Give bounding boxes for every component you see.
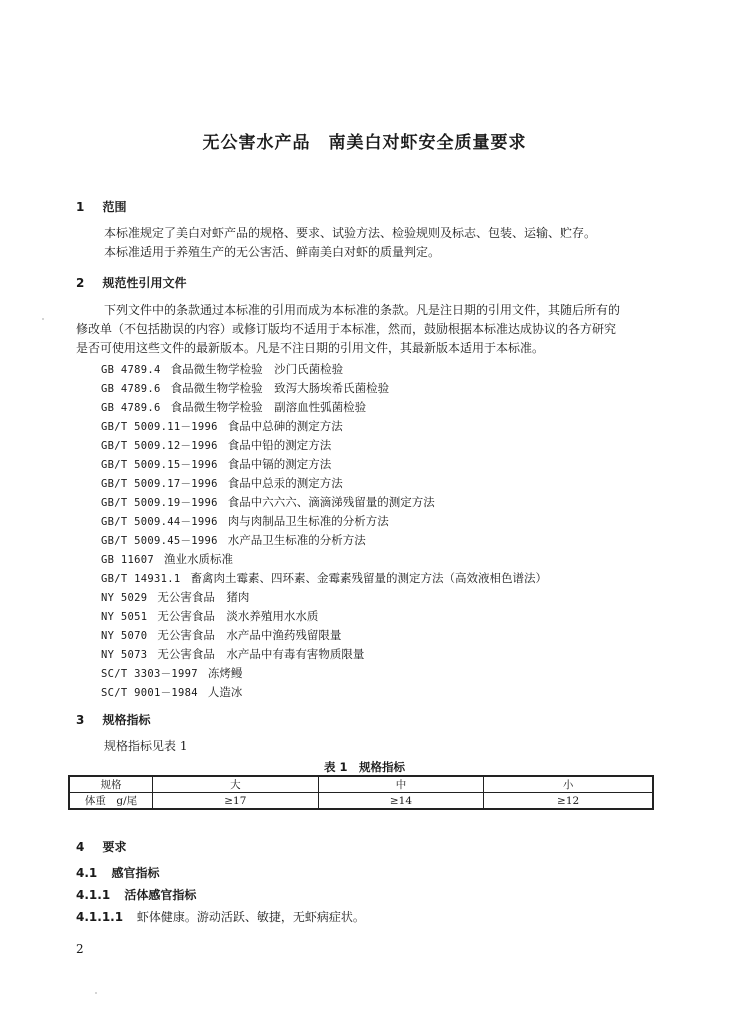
table-caption: 表 1 规格指标 <box>323 760 405 774</box>
section-2-heading <box>76 274 187 291</box>
section-number: 2 <box>76 276 85 290</box>
table-cell: ≥14 <box>318 793 484 810</box>
section-3-paragraph: 规格指标见表 1 <box>104 739 188 753</box>
reference-item <box>101 418 343 434</box>
reference-item <box>101 551 233 567</box>
spec-table <box>68 775 654 810</box>
reference-name: 人造冰 <box>207 685 243 699</box>
scan-speck <box>42 318 44 320</box>
section-title: 规范性引用文件 <box>102 276 187 290</box>
reference-code: GB 4789.6 <box>101 402 161 414</box>
table-header-cell: 大 <box>153 776 319 793</box>
reference-name: 食品中镉的测定方法 <box>227 457 332 471</box>
document-title: 无公害水产品 南美白对虾安全质量要求 <box>202 133 527 153</box>
reference-item <box>101 627 341 643</box>
table-header-row <box>69 776 653 793</box>
section-title: 范围 <box>102 200 127 214</box>
reference-name: 无公害食品 水产品中有毒有害物质限量 <box>157 647 365 661</box>
reference-name: 水产品卫生标准的分析方法 <box>227 533 366 547</box>
reference-code: GB/T 5009.12－1996 <box>101 440 218 452</box>
reference-code: GB 11607 <box>101 554 154 566</box>
reference-code: NY 5051 <box>101 611 148 623</box>
reference-item <box>101 380 389 396</box>
reference-code: NY 5073 <box>101 649 148 661</box>
table-cell: ≥17 <box>153 793 319 810</box>
reference-name: 无公害食品 猪肉 <box>157 590 250 604</box>
reference-code: GB/T 5009.17－1996 <box>101 478 218 490</box>
reference-item <box>101 513 389 529</box>
reference-item <box>101 646 364 662</box>
reference-item <box>101 665 242 681</box>
reference-name: 食品中铅的测定方法 <box>227 438 332 452</box>
reference-name: 食品微生物学检验 副溶血性弧菌检验 <box>170 400 367 414</box>
reference-code: SC/T 3303－1997 <box>101 668 198 680</box>
section-3-heading <box>76 711 151 728</box>
reference-item <box>101 399 366 415</box>
table-cell: ≥12 <box>484 793 653 810</box>
reference-code: GB/T 14931.1 <box>101 573 181 585</box>
reference-name: 肉与肉制品卫生标准的分析方法 <box>227 514 389 528</box>
table-header-cell: 中 <box>318 776 484 793</box>
subsection-4-1-heading <box>76 864 159 881</box>
reference-name: 食品中总砷的测定方法 <box>227 419 343 433</box>
reference-item <box>101 475 343 491</box>
section-4-heading <box>76 838 127 855</box>
reference-code: NY 5029 <box>101 592 148 604</box>
reference-code: GB/T 5009.44－1996 <box>101 516 218 528</box>
reference-code: GB/T 5009.11－1996 <box>101 421 218 433</box>
reference-name: 渔业水质标准 <box>163 552 233 566</box>
reference-name: 食品微生物学检验 致泻大肠埃希氏菌检验 <box>170 381 390 395</box>
table-header-cell: 规格 <box>69 776 153 793</box>
section-number: 4.1 <box>76 866 98 880</box>
scan-speck <box>95 992 97 994</box>
reference-item <box>101 684 242 700</box>
reference-name: 无公害食品 淡水养殖用水水质 <box>157 609 319 623</box>
section-1-heading <box>76 198 127 215</box>
section-1-paragraph-1: 本标准规定了美白对虾产品的规格、要求、试验方法、检验规则及标志、包装、运输、贮存。 <box>104 226 597 240</box>
clause-4-1-1-1 <box>76 908 365 925</box>
section-title: 要求 <box>102 840 127 854</box>
section-number: 4.1.1.1 <box>76 910 124 924</box>
reference-item <box>101 494 435 510</box>
reference-name: 食品中总汞的测定方法 <box>227 476 343 490</box>
reference-code: GB 4789.4 <box>101 364 161 376</box>
section-2-paragraph-line-3: 是否可使用这些文件的最新版本。凡是不注日期的引用文件，其最新版本适用于本标准。 <box>76 341 545 355</box>
page-number: 2 <box>76 942 84 956</box>
reference-item <box>101 456 331 472</box>
reference-code: NY 5070 <box>101 630 148 642</box>
section-2-paragraph-line-1: 下列文件中的条款通过本标准的引用而成为本标准的条款。凡是注日期的引用文件，其随后所有的 <box>104 303 621 317</box>
section-number: 3 <box>76 713 85 727</box>
table-header-cell: 小 <box>484 776 653 793</box>
section-number: 1 <box>76 200 85 214</box>
section-number: 4 <box>76 840 85 854</box>
reference-item <box>101 570 547 586</box>
subsection-4-1-1-heading <box>76 886 196 903</box>
reference-code: GB/T 5009.15－1996 <box>101 459 218 471</box>
clause-text: 虾体健康。游动活跃、敏捷，无虾病症状。 <box>136 910 365 924</box>
section-title: 感官指标 <box>111 866 160 880</box>
reference-item <box>101 608 318 624</box>
reference-code: GB/T 5009.45－1996 <box>101 535 218 547</box>
reference-name: 无公害食品 水产品中渔药残留限量 <box>157 628 342 642</box>
reference-code: GB/T 5009.19－1996 <box>101 497 218 509</box>
table-row <box>69 793 653 810</box>
reference-item <box>101 532 366 548</box>
reference-name: 食品中六六六、滴滴涕残留量的测定方法 <box>227 495 435 509</box>
reference-code: GB 4789.6 <box>101 383 161 395</box>
reference-name: 冻烤鳗 <box>207 666 243 680</box>
reference-name: 畜禽肉土霉素、四环素、金霉素残留量的测定方法（高效液相色谱法） <box>190 571 547 585</box>
table-cell: 体重 g/尾 <box>69 793 153 810</box>
reference-item <box>101 437 331 453</box>
section-title: 规格指标 <box>102 713 151 727</box>
section-title: 活体感官指标 <box>124 888 197 902</box>
reference-name: 食品微生物学检验 沙门氏菌检验 <box>170 362 344 376</box>
section-number: 4.1.1 <box>76 888 111 902</box>
section-1-paragraph-2: 本标准适用于养殖生产的无公害活、鲜南美白对虾的质量判定。 <box>104 245 441 259</box>
reference-item <box>101 361 343 377</box>
section-2-paragraph-line-2: 修改单（不包括勘误的内容）或修订版均不适用于本标准，然而，鼓励根据本标准达成协议的各方研究 <box>76 322 617 336</box>
reference-item <box>101 589 249 605</box>
reference-code: SC/T 9001－1984 <box>101 687 198 699</box>
